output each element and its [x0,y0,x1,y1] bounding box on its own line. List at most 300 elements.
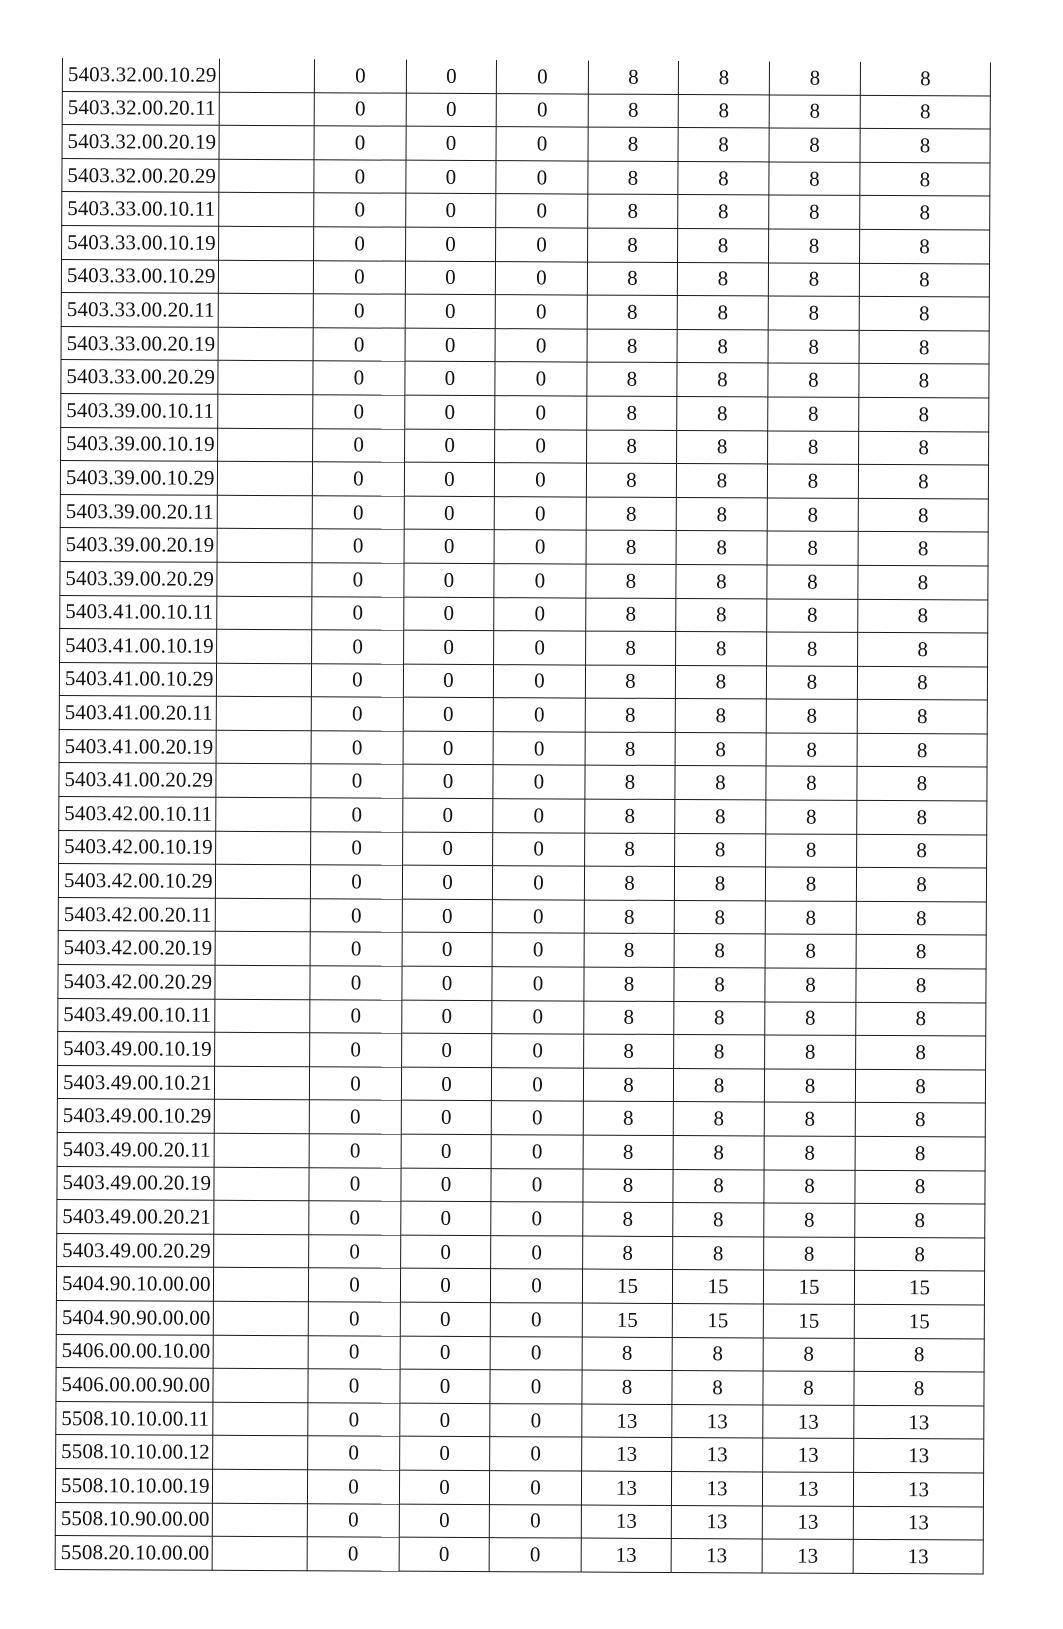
rate-cell-col-7: 8 [855,1103,985,1137]
rate-cell-col-6: 13 [763,1405,854,1439]
rate-cell-col-1: 0 [310,899,402,933]
rate-cell-col-7: 15 [854,1304,984,1338]
rate-cell-col-3: 0 [492,899,584,933]
rate-cell-col-4: 8 [587,362,677,396]
rate-cell-col-2: 0 [399,1470,489,1504]
rate-cell-col-2: 0 [401,1235,491,1269]
rate-cell-col-2: 0 [406,93,496,127]
rate-cell-col-5: 8 [677,430,768,464]
tariff-code-cell: 5403.41.00.10.19 [60,629,217,663]
rate-cell-col-5: 13 [671,1471,762,1505]
blank-description-cell [217,461,312,495]
rate-cell-col-4: 8 [583,1068,673,1102]
blank-description-cell [215,898,310,932]
rate-cell-col-6: 8 [765,1035,856,1069]
rate-cell-col-7: 8 [856,1036,986,1070]
table-row [60,528,988,566]
rate-cell-col-4: 8 [584,934,674,968]
blank-description-cell [215,965,310,999]
rate-cell-col-1: 0 [312,563,404,597]
tariff-code-cell: 5403.42.00.10.29 [58,864,215,898]
rate-cell-col-1: 0 [307,1470,399,1504]
rate-cell-col-3: 0 [496,127,588,161]
rate-cell-col-1: 0 [307,1537,399,1571]
rate-cell-col-6: 8 [768,263,859,297]
rate-cell-col-1: 0 [310,932,402,966]
rate-cell-col-1: 0 [311,764,403,798]
rate-cell-col-7: 13 [854,1405,984,1439]
rate-cell-col-3: 0 [489,1504,581,1538]
rate-cell-col-4: 8 [583,1135,673,1169]
tariff-code-cell: 5403.32.00.20.29 [62,158,219,192]
blank-description-cell [214,1200,309,1234]
rate-cell-col-5: 8 [678,195,769,229]
tariff-code-cell: 5508.20.10.00.00 [55,1536,212,1570]
rate-cell-col-4: 8 [588,161,678,195]
rate-cell-col-3: 0 [490,1370,582,1404]
rate-cell-col-7: 8 [858,465,988,499]
rate-cell-col-3: 0 [491,1101,583,1135]
tariff-code-cell: 5403.42.00.10.19 [59,830,216,864]
rate-cell-col-5: 8 [675,699,766,733]
rate-cell-col-1: 0 [308,1335,400,1369]
rate-cell-col-1: 0 [314,59,406,93]
table-row [59,797,987,835]
rate-cell-col-5: 13 [671,1505,762,1539]
blank-description-cell [213,1436,308,1470]
rate-cell-col-5: 8 [676,632,767,666]
table-row [58,897,986,935]
tariff-code-cell: 5403.42.00.10.11 [59,797,216,831]
table-row [57,1065,985,1103]
blank-description-cell [218,260,313,294]
rate-cell-col-2: 0 [403,664,493,698]
rate-cell-col-7: 13 [854,1439,984,1473]
rate-cell-col-5: 8 [677,329,768,363]
rate-cell-col-4: 8 [587,262,677,296]
rate-cell-col-2: 0 [402,899,492,933]
tariff-code-cell: 5406.00.00.10.00 [56,1334,213,1368]
tariff-code-cell: 5406.00.00.90.00 [56,1368,213,1402]
rate-cell-col-3: 0 [493,799,585,833]
table-row [60,494,988,532]
rate-cell-col-5: 8 [674,968,765,1002]
rate-cell-col-6: 8 [766,666,857,700]
rate-cell-col-4: 8 [588,94,678,128]
rate-cell-col-7: 8 [855,1237,985,1271]
rate-cell-col-3: 0 [491,1135,583,1169]
tariff-code-cell: 5403.32.00.10.29 [62,58,219,92]
table-row [61,326,989,364]
rate-cell-col-3: 0 [492,967,584,1001]
rate-cell-col-6: 8 [767,464,858,498]
rate-cell-col-7: 8 [858,599,988,633]
rate-cell-col-7: 8 [857,666,987,700]
tariff-code-cell: 5403.39.00.10.29 [60,461,217,495]
table-row [56,1435,984,1473]
blank-description-cell [219,125,314,159]
rate-cell-col-2: 0 [401,1134,491,1168]
rate-cell-col-4: 8 [588,228,678,262]
rate-cell-col-4: 8 [587,430,677,464]
rate-cell-col-4: 8 [588,194,678,228]
rate-cell-col-6: 8 [764,1069,855,1103]
rate-cell-col-2: 0 [404,462,494,496]
table-row [62,192,990,230]
table-row [57,1132,985,1170]
rate-cell-col-7: 8 [856,868,986,902]
rate-cell-col-5: 8 [678,128,769,162]
rate-cell-col-1: 0 [308,1436,400,1470]
rate-cell-col-1: 0 [314,92,406,126]
rate-cell-col-6: 8 [765,934,856,968]
rate-cell-col-7: 13 [853,1506,983,1540]
rate-cell-col-7: 13 [853,1472,983,1506]
rate-cell-col-5: 8 [674,1001,765,1035]
rate-cell-col-7: 8 [858,565,988,599]
rate-cell-col-2: 0 [400,1302,490,1336]
rate-cell-col-4: 8 [588,127,678,161]
rate-cell-col-2: 0 [405,294,495,328]
table-row [56,1267,984,1305]
rate-cell-col-3: 0 [494,463,586,497]
table-row [61,393,989,431]
rate-cell-col-7: 8 [860,162,990,196]
tariff-code-cell: 5403.49.00.20.21 [57,1200,214,1234]
tariff-code-cell: 5403.49.00.20.19 [57,1166,214,1200]
rate-cell-col-2: 0 [403,832,493,866]
rate-cell-col-7: 8 [858,632,988,666]
table-row [57,1233,985,1271]
rate-cell-col-2: 0 [405,429,495,463]
tariff-table-body [55,58,990,1574]
rate-cell-col-6: 13 [763,1438,854,1472]
rate-cell-col-6: 8 [764,1136,855,1170]
table-row [61,293,989,331]
rate-cell-col-5: 8 [675,665,766,699]
rate-cell-col-5: 13 [672,1438,763,1472]
rate-cell-col-3: 0 [493,832,585,866]
rate-cell-col-1: 0 [313,395,405,429]
table-row [61,427,989,465]
tariff-code-cell: 5403.39.00.20.11 [60,494,217,528]
rate-cell-col-2: 0 [406,160,496,194]
rate-cell-col-2: 0 [400,1437,490,1471]
rate-cell-col-4: 8 [586,631,676,665]
rate-cell-col-4: 8 [586,463,676,497]
rate-cell-col-7: 8 [859,397,989,431]
rate-cell-col-1: 0 [310,1033,402,1067]
rate-cell-col-2: 0 [402,1033,492,1067]
rate-cell-col-7: 15 [854,1271,984,1305]
blank-description-cell [217,529,312,563]
rate-cell-col-4: 13 [581,1538,671,1572]
rate-cell-col-5: 15 [672,1270,763,1304]
tariff-code-cell: 5403.39.00.10.19 [61,427,218,461]
rate-cell-col-1: 0 [312,529,404,563]
rate-cell-col-4: 8 [584,1034,674,1068]
tariff-code-cell: 5403.32.00.20.19 [62,125,219,159]
rate-cell-col-3: 0 [494,597,586,631]
rate-cell-col-7: 8 [860,62,990,96]
rate-cell-col-5: 8 [677,396,768,430]
rate-cell-col-1: 0 [308,1268,400,1302]
rate-cell-col-2: 0 [403,731,493,765]
blank-description-cell [216,730,311,764]
tariff-code-cell: 5508.10.10.00.11 [56,1401,213,1435]
blank-description-cell [213,1368,308,1402]
rate-cell-col-3: 0 [495,328,587,362]
rate-cell-col-1: 0 [311,731,403,765]
rate-cell-col-2: 0 [404,529,494,563]
rate-cell-col-6: 13 [762,1505,853,1539]
blank-description-cell [213,1301,308,1335]
rate-cell-col-7: 8 [857,733,987,767]
table-row [62,158,990,196]
blank-description-cell [213,1268,308,1302]
rate-cell-col-6: 13 [762,1472,853,1506]
rate-cell-col-4: 8 [585,766,675,800]
rate-cell-col-1: 0 [314,126,406,160]
table-row [55,1536,983,1574]
tariff-code-cell: 5403.41.00.20.29 [59,763,216,797]
tariff-code-cell: 5403.49.00.10.21 [57,1065,214,1099]
rate-cell-col-5: 8 [673,1136,764,1170]
table-row [57,1200,985,1238]
rate-cell-col-4: 8 [582,1337,672,1371]
rate-cell-col-2: 0 [400,1369,490,1403]
rate-cell-col-7: 8 [857,700,987,734]
rate-cell-col-2: 0 [405,362,495,396]
rate-cell-col-5: 8 [678,61,769,95]
table-row [59,662,987,700]
rate-cell-col-3: 0 [495,429,587,463]
blank-description-cell [216,764,311,798]
rate-cell-col-3: 0 [492,866,584,900]
rate-cell-col-4: 8 [586,497,676,531]
tariff-code-cell: 5403.41.00.10.29 [59,662,216,696]
table-row [62,225,990,263]
rate-cell-col-6: 8 [768,363,859,397]
tariff-code-cell: 5403.42.00.20.19 [58,931,215,965]
rate-cell-col-5: 8 [674,1035,765,1069]
rate-cell-col-1: 0 [309,1067,401,1101]
blank-description-cell [214,1167,309,1201]
table-row [59,696,987,734]
rate-cell-col-5: 8 [675,766,766,800]
rate-cell-col-7: 8 [859,431,989,465]
rate-cell-col-3: 0 [493,765,585,799]
rate-cell-col-1: 0 [310,865,402,899]
rate-cell-col-3: 0 [496,228,588,262]
rate-cell-col-1: 0 [308,1402,400,1436]
rate-cell-col-3: 0 [491,1067,583,1101]
rate-cell-col-4: 15 [582,1269,672,1303]
tariff-code-cell: 5403.42.00.20.29 [58,965,215,999]
rate-cell-col-2: 0 [400,1336,490,1370]
tariff-code-cell: 5403.49.00.20.11 [57,1132,214,1166]
blank-description-cell [215,999,310,1033]
table-row [57,1166,985,1204]
table-row [56,1300,984,1338]
rate-cell-col-2: 0 [405,328,495,362]
rate-cell-col-5: 8 [675,800,766,834]
blank-description-cell [216,663,311,697]
rate-cell-col-4: 13 [582,1404,672,1438]
rate-cell-col-3: 0 [493,664,585,698]
blank-description-cell [214,1066,309,1100]
rate-cell-col-2: 0 [401,1168,491,1202]
table-row [59,729,987,767]
rate-cell-col-2: 0 [404,597,494,631]
blank-description-cell [214,1100,309,1134]
rate-cell-col-1: 0 [313,428,405,462]
rate-cell-col-5: 8 [672,1337,763,1371]
rate-cell-col-5: 8 [675,732,766,766]
rate-cell-col-5: 8 [678,228,769,262]
tariff-code-cell: 5508.10.10.00.12 [56,1435,213,1469]
rate-cell-col-7: 8 [855,1136,985,1170]
tariff-code-cell: 5403.41.00.20.11 [59,696,216,730]
tariff-code-cell: 5403.39.00.20.29 [60,561,217,595]
rate-cell-col-3: 0 [491,1168,583,1202]
table-row [57,1099,985,1137]
rate-cell-col-6: 8 [767,498,858,532]
rate-cell-col-7: 8 [856,901,986,935]
blank-description-cell [219,159,314,193]
rate-cell-col-6: 8 [764,1170,855,1204]
rate-cell-col-2: 0 [406,194,496,228]
rate-cell-col-7: 8 [860,129,990,163]
rate-cell-col-6: 8 [764,1102,855,1136]
rate-cell-col-2: 0 [404,496,494,530]
rate-cell-col-3: 0 [496,194,588,228]
rate-cell-col-6: 13 [762,1539,853,1573]
rate-cell-col-3: 0 [490,1403,582,1437]
blank-description-cell [217,495,312,529]
rate-cell-col-5: 8 [677,262,768,296]
table-row [55,1502,983,1540]
rate-cell-col-2: 0 [403,765,493,799]
rate-cell-col-6: 8 [766,733,857,767]
rate-cell-col-7: 8 [859,364,989,398]
rate-cell-col-6: 8 [763,1371,854,1405]
rate-cell-col-7: 8 [859,297,989,331]
rate-cell-col-6: 8 [768,296,859,330]
rate-cell-col-7: 8 [860,95,990,129]
rate-cell-col-7: 8 [857,834,987,868]
rate-cell-col-2: 0 [401,1101,491,1135]
rate-cell-col-1: 0 [311,697,403,731]
blank-description-cell [219,226,314,260]
blank-description-cell [219,193,314,227]
rate-cell-col-1: 0 [312,630,404,664]
rate-cell-col-3: 0 [494,564,586,598]
rate-cell-col-2: 0 [399,1537,489,1571]
rate-cell-col-1: 0 [313,361,405,395]
rate-cell-col-6: 8 [765,1002,856,1036]
table-row [56,1334,984,1372]
rate-cell-col-4: 13 [581,1505,671,1539]
table-row [58,965,986,1003]
rate-cell-col-3: 0 [493,698,585,732]
rate-cell-col-7: 8 [859,330,989,364]
rate-cell-col-2: 0 [404,630,494,664]
rate-cell-col-6: 8 [764,1203,855,1237]
rate-cell-col-4: 8 [584,967,674,1001]
table-row [56,1368,984,1406]
rate-cell-col-3: 0 [493,731,585,765]
blank-description-cell [216,797,311,831]
rate-cell-col-2: 0 [405,395,495,429]
rate-cell-col-4: 8 [584,900,674,934]
rate-cell-col-7: 8 [854,1338,984,1372]
rate-cell-col-7: 8 [855,1170,985,1204]
rate-cell-col-6: 8 [766,766,857,800]
rate-cell-col-1: 0 [314,193,406,227]
tariff-code-cell: 5403.42.00.20.11 [58,897,215,931]
table-row [60,629,988,667]
rate-cell-col-2: 0 [400,1403,490,1437]
blank-description-cell [218,428,313,462]
rate-cell-col-7: 8 [857,800,987,834]
rate-cell-col-4: 13 [582,1437,672,1471]
rate-cell-col-2: 0 [404,563,494,597]
rate-cell-col-4: 8 [585,698,675,732]
rate-cell-col-5: 8 [672,1371,763,1405]
blank-description-cell [213,1402,308,1436]
rate-cell-col-1: 0 [309,1167,401,1201]
blank-description-cell [218,327,313,361]
rate-cell-col-3: 0 [491,1202,583,1236]
rate-cell-col-6: 8 [769,128,860,162]
rate-cell-col-7: 8 [855,1069,985,1103]
rate-cell-col-3: 0 [495,362,587,396]
rate-cell-col-6: 8 [769,61,860,95]
rate-cell-col-5: 15 [672,1303,763,1337]
rate-cell-col-5: 13 [671,1539,762,1573]
rate-cell-col-6: 8 [763,1338,854,1372]
blank-description-cell [216,831,311,865]
rate-cell-col-6: 8 [767,565,858,599]
tariff-code-cell: 5403.49.00.10.11 [58,998,215,1032]
rate-cell-col-3: 0 [490,1269,582,1303]
tariff-code-cell: 5403.41.00.20.19 [59,729,216,763]
rate-cell-col-6: 8 [766,800,857,834]
rate-cell-col-1: 0 [310,999,402,1033]
rate-cell-col-2: 0 [403,798,493,832]
rate-cell-col-2: 0 [406,227,496,261]
rate-cell-col-4: 8 [583,1101,673,1135]
blank-description-cell [217,562,312,596]
rate-cell-col-5: 8 [674,900,765,934]
rate-cell-col-4: 8 [585,665,675,699]
rate-cell-col-4: 8 [583,1202,673,1236]
table-row [58,931,986,969]
rate-cell-col-2: 0 [401,1201,491,1235]
tariff-code-cell: 5403.39.00.10.11 [61,393,218,427]
rate-cell-col-5: 8 [678,94,769,128]
tariff-code-cell: 5403.41.00.10.11 [60,595,217,629]
rate-cell-col-3: 0 [496,60,588,94]
rate-cell-col-6: 8 [765,901,856,935]
rate-cell-col-2: 0 [402,933,492,967]
rate-cell-col-5: 8 [673,1169,764,1203]
rate-cell-col-1: 0 [310,966,402,1000]
table-row [59,830,987,868]
rate-cell-col-4: 8 [583,1236,673,1270]
table-row [62,58,990,96]
